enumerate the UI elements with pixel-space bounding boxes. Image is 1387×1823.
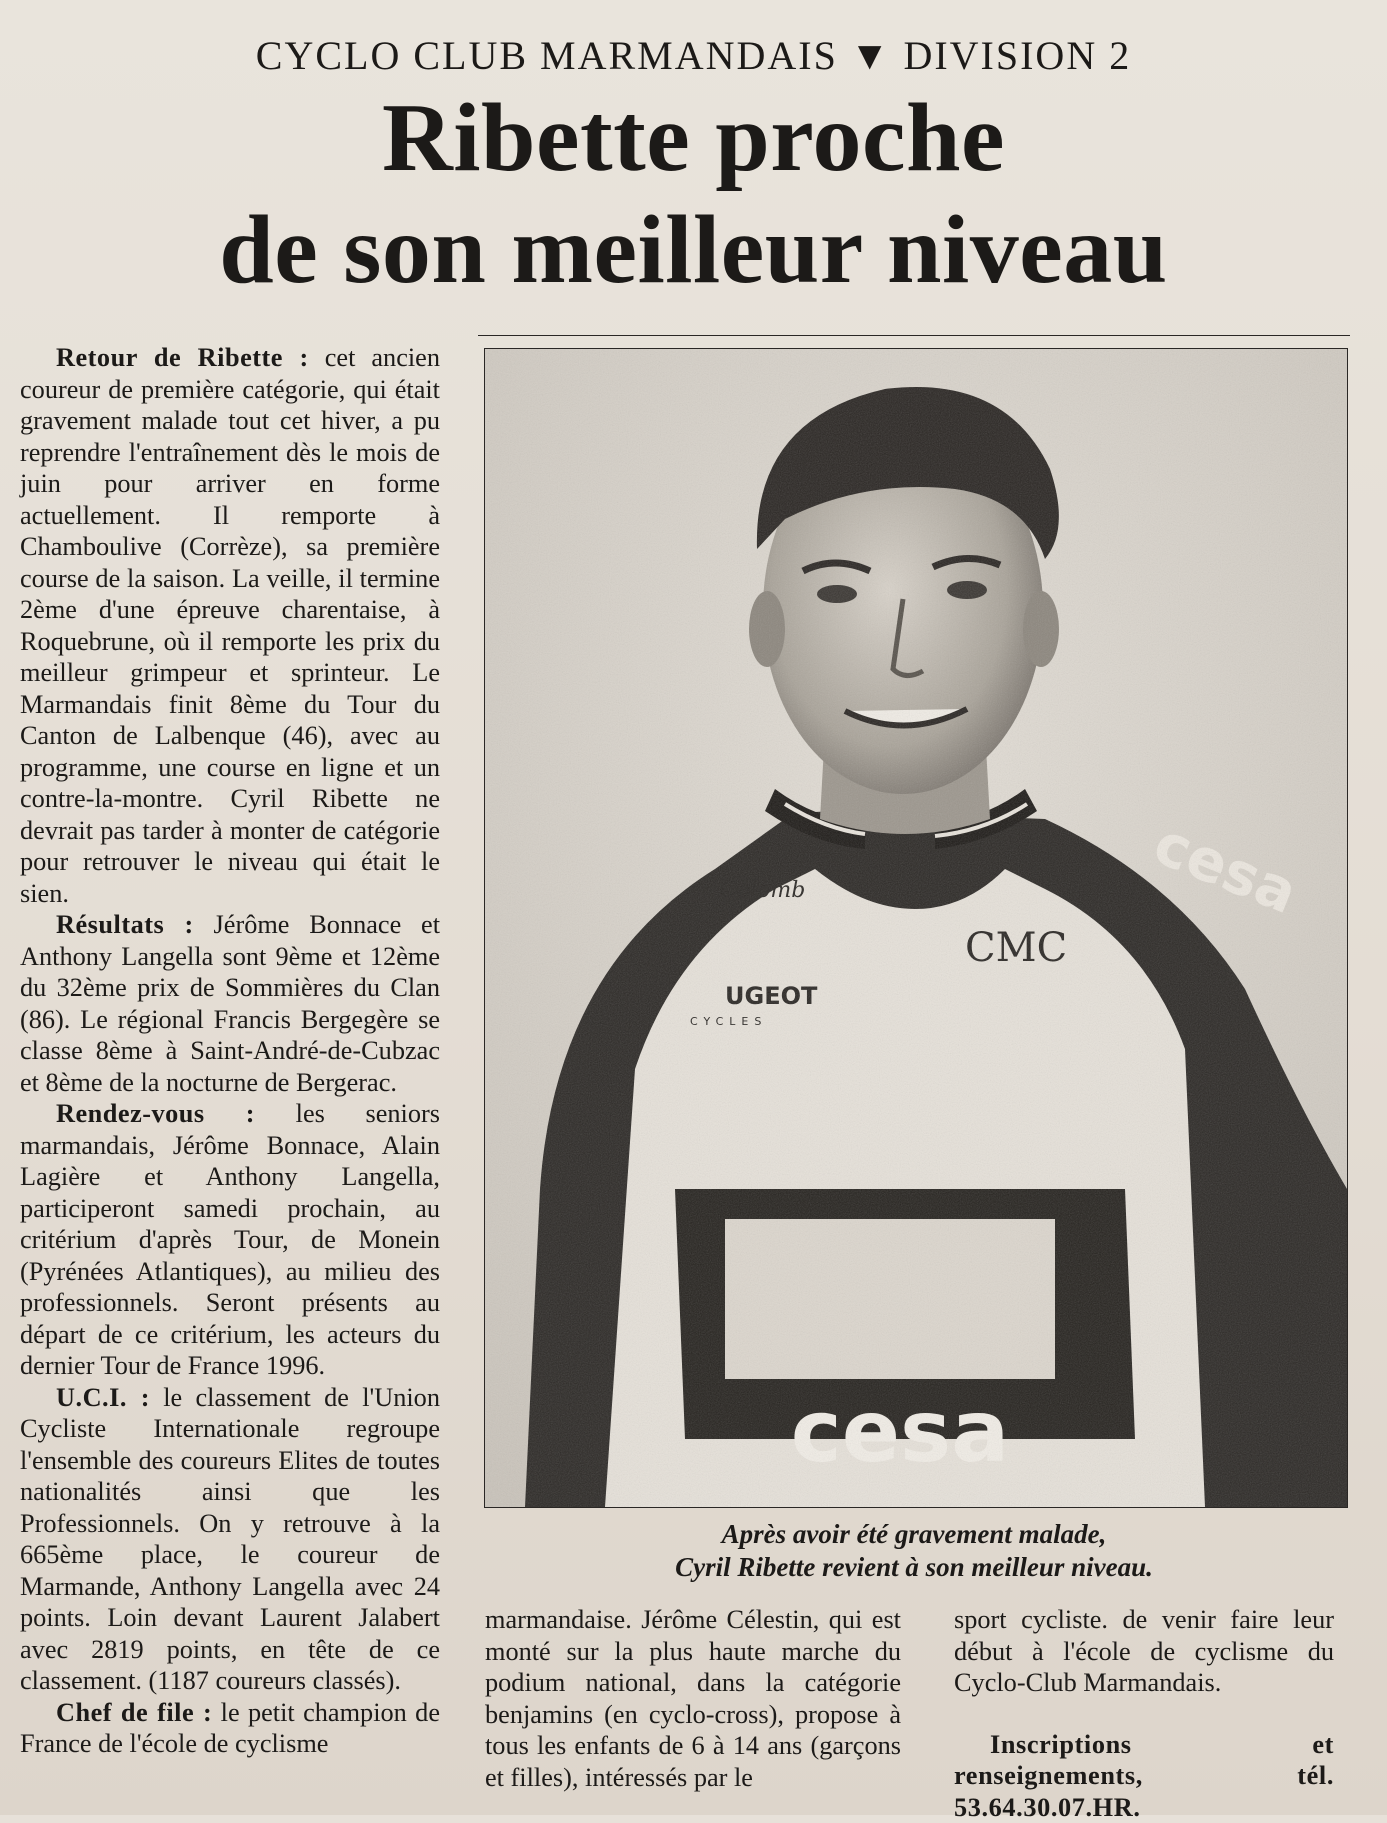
- photo-caption: [478, 1518, 1350, 1584]
- section-kicker: CYCLO CLUB MARMANDAIS ▼ DIVISION 2: [0, 32, 1387, 79]
- paragraph-chef-de-file: [20, 1697, 440, 1760]
- text-retour: cet ancien coureur de première catégorie, qui était gravement malade tout cet hiver, a pu reprendre l'entraînement dès le mois de juin pour arriver en forme actuellement. Il remporte à Chamboulive (Corrèze), sa première course de la saison. La veille, il termine 2ème d'une épreuve charentaise, à Roquebrune, où il remporte les prix du meilleur grimpeur et sprinteur. Le Marmandais finit 8ème du Tour du Canton de Lalbenque (46), avec au programme, une course en ligne et un contre-la-montre. Cyril Ribette ne devrait pas tarder à monter de catégorie pour retrouver le niveau qui était le sien.: [20, 343, 440, 908]
- cyclist-photo: [484, 348, 1348, 1508]
- lead-resultats: Résultats :: [56, 910, 194, 939]
- paragraph-resultats: [20, 909, 440, 1098]
- article-column-3: [954, 1604, 1334, 1823]
- headline-line-1: Ribette proche: [0, 82, 1387, 194]
- text-rendez-vous: les seniors marmandais, Jérôme Bonnace, Alain Lagière et Anthony Langella, participeront samedi prochain, au critérium d'après Tour, de Monein (Pyrénées Atlantiques), au milieu des professionnels. Seront présents au départ de ce critérium, les acteurs du dernier Tour de France 1996.: [20, 1099, 440, 1380]
- caption-line-2: Cyril Ribette revient à son meilleur niveau.: [478, 1551, 1350, 1584]
- paragraph-uci: [20, 1382, 440, 1697]
- article-column-1: [20, 342, 440, 1760]
- lead-uci: U.C.I. :: [56, 1383, 150, 1412]
- lead-rendez-vous: Rendez-vous :: [56, 1099, 255, 1128]
- lead-retour: Retour de Ribette :: [56, 343, 309, 372]
- text-uci: le classement de l'Union Cycliste Internationale regroupe l'ensemble des coureurs Elites de toutes nationalités ainsi que les Professionnels. On y retrouve à la 665ème place, le coureur de Marmande, Anthony Langella avec 24 points. Loin devant Laurent Jalabert avec 2819 points, en tête de ce classement. (1187 coureurs classés).: [20, 1383, 440, 1696]
- text-chef-de-file: le petit champion de France de l'école de cyclisme: [20, 1698, 440, 1759]
- contact-info: Inscriptions et renseignements, tél. 53.64.30.07.HR.: [954, 1729, 1334, 1823]
- headline-line-2: de son meilleur niveau: [0, 194, 1387, 306]
- caption-line-1: Après avoir été gravement malade,: [478, 1518, 1350, 1551]
- headline: [0, 82, 1387, 306]
- article-column-2: [485, 1604, 901, 1793]
- text-resultats: Jérôme Bonnace et Anthony Langella sont 9ème et 12ème du 32ème prix de Sommières du Clan (86). Le régional Francis Bergegère se classe 8ème à Saint-André-de-Cubzac et 8ème de la nocturne de Bergerac.: [20, 910, 440, 1097]
- paragraph-col3: sport cycliste. de venir faire leur début à l'école de cyclisme du Cyclo-Club Marmandais.: [954, 1604, 1334, 1699]
- paragraph-rendez-vous: [20, 1098, 440, 1382]
- photo-top-rule: [478, 335, 1350, 336]
- paragraph-col2: marmandaise. Jérôme Célestin, qui est monté sur la plus haute marche du podium national, dans la catégorie benjamins (en cyclo-cross), propose à tous les enfants de 6 à 14 ans (garçons et filles), intéressés par le: [485, 1604, 901, 1793]
- paragraph-retour: [20, 342, 440, 909]
- lead-chef-de-file: Chef de file :: [56, 1698, 212, 1727]
